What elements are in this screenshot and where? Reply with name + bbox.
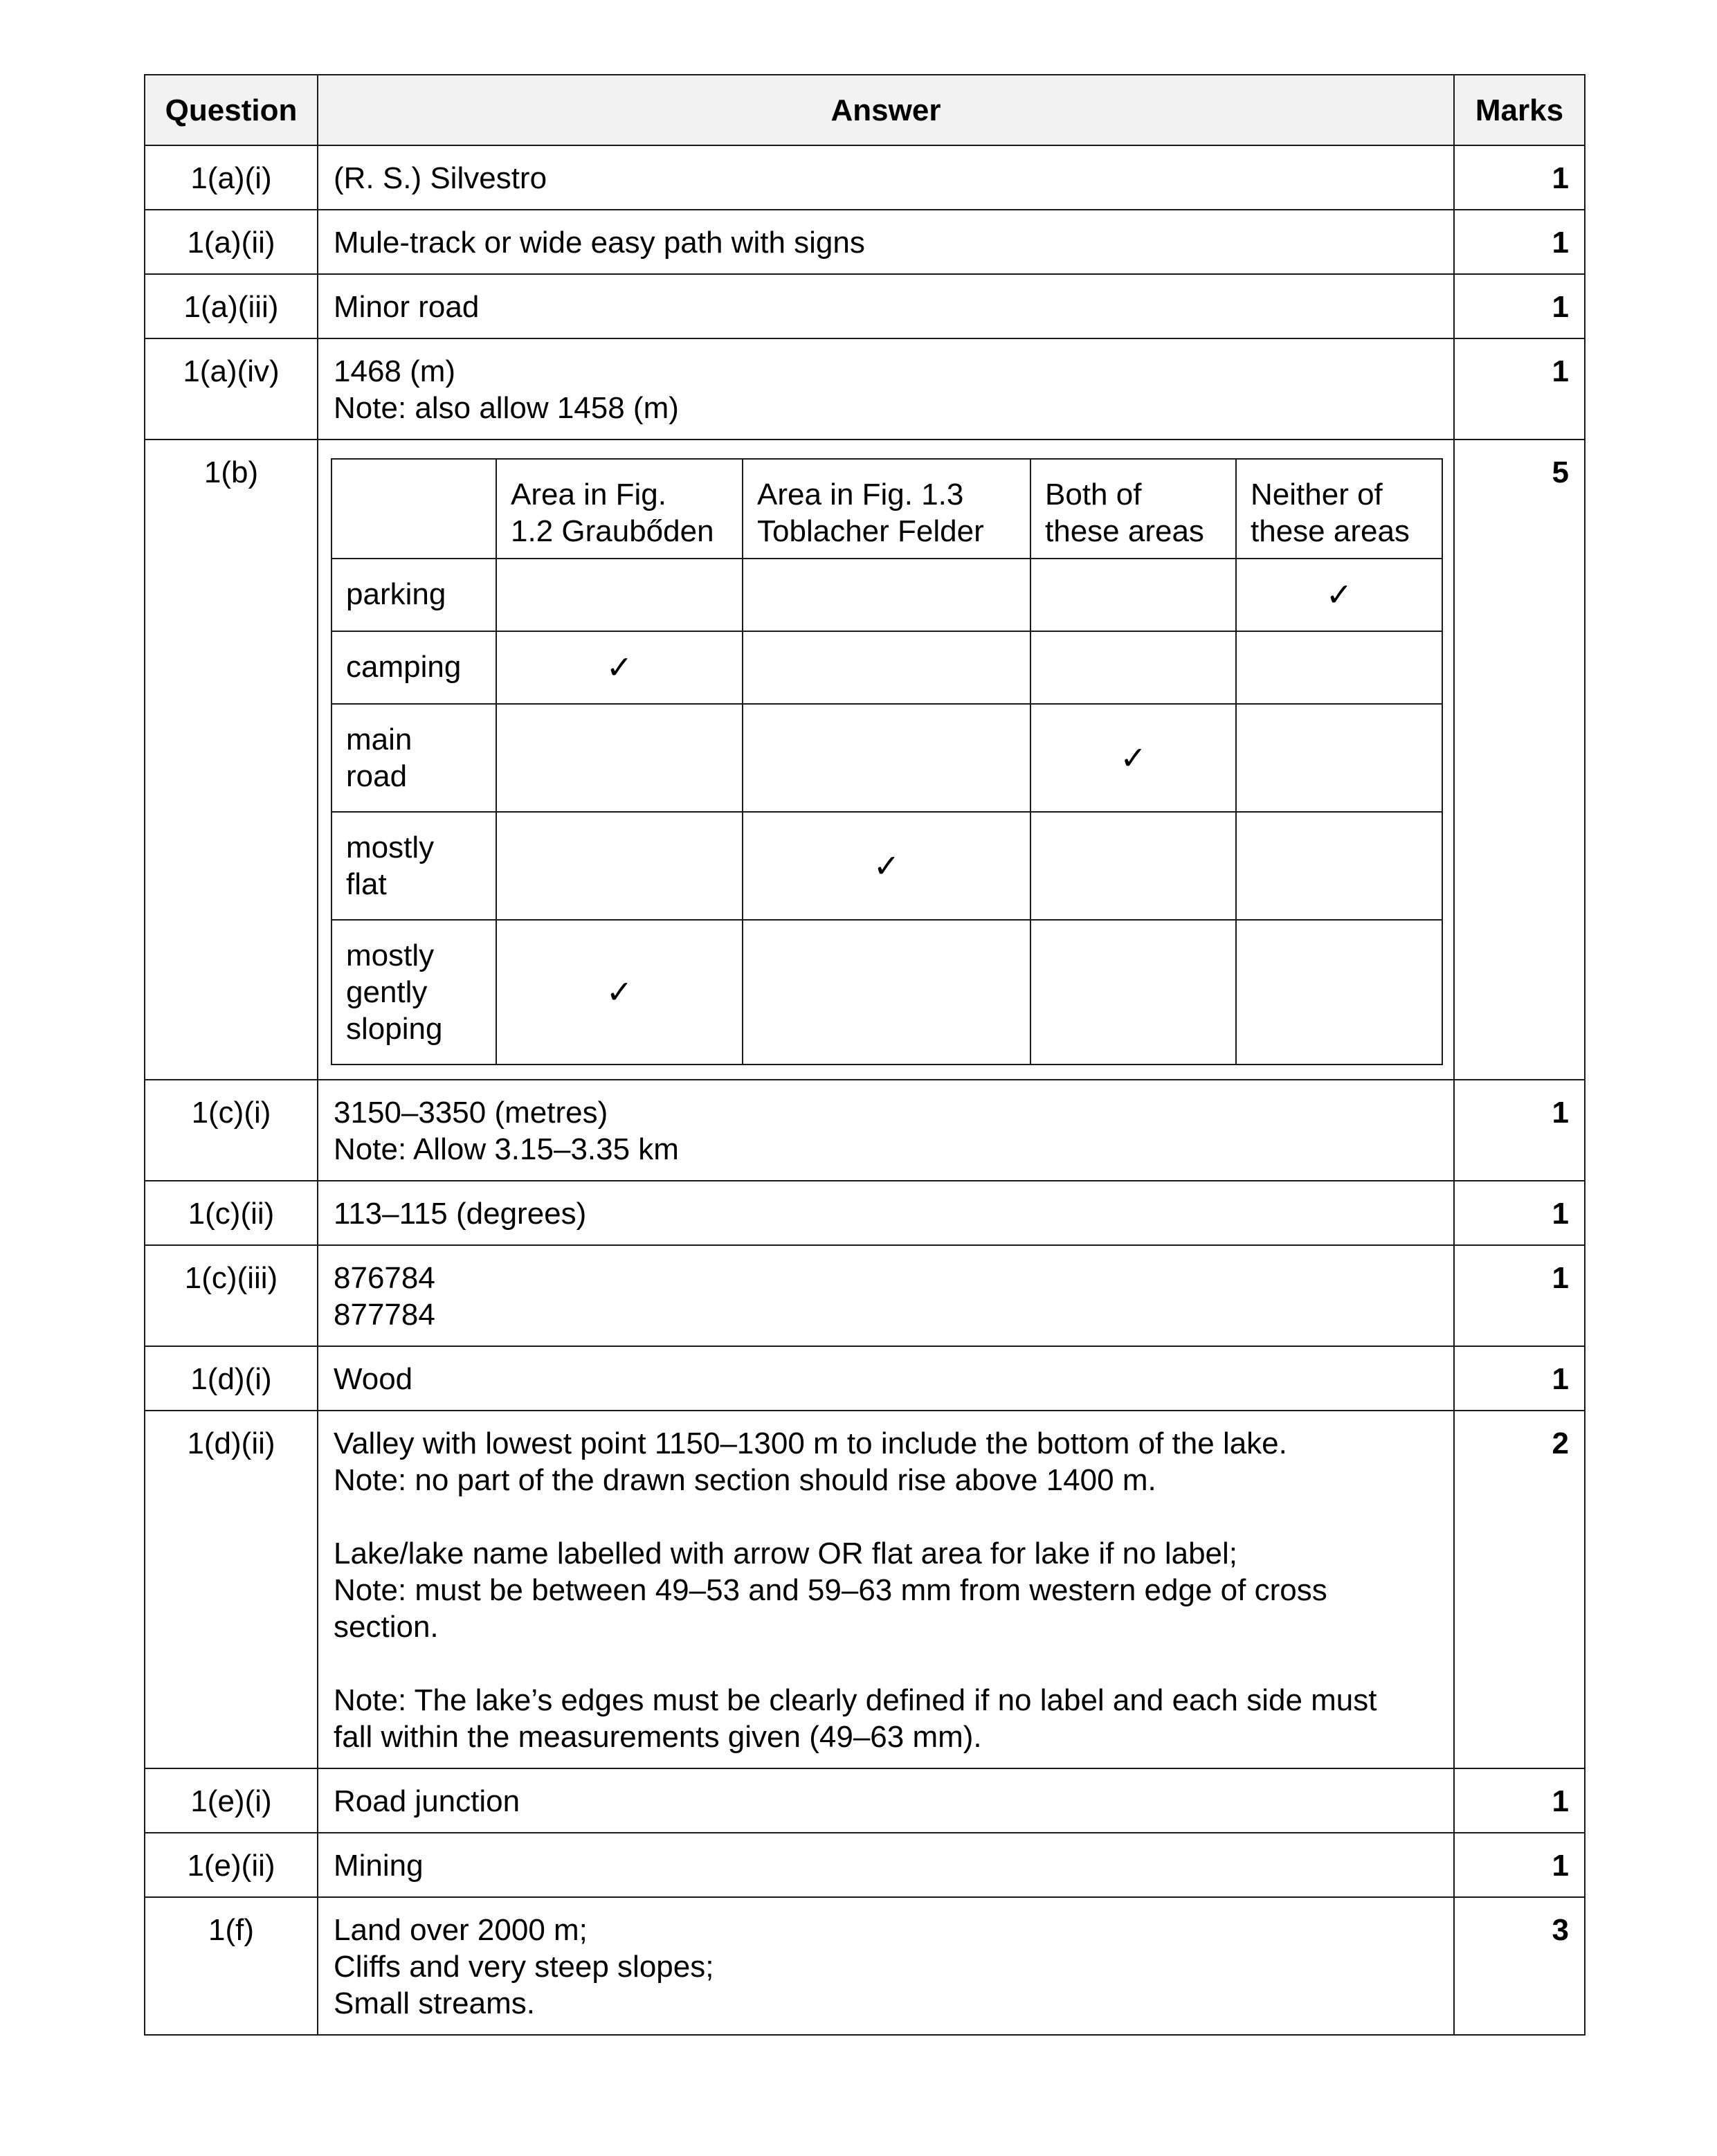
grid-label-line: flat [346,867,387,901]
grid-header-line: Area in Fig. 1.3 [757,478,964,511]
table-row [145,1245,1585,1346]
grid-cell [496,704,743,812]
grid-header-line: Both of [1045,478,1142,511]
answer-text [318,1245,1454,1346]
answer-line: 3150–3350 (metres) [334,1096,608,1130]
answer-line: Lake/lake name labelled with arrow OR flat area for lake if no label; [334,1537,1238,1570]
table-row [145,274,1585,338]
answer-line: Note: no part of the drawn section should rise above 1400 m. [334,1463,1156,1497]
grid-row [331,704,1442,812]
question-number: 1(d)(ii) [145,1411,318,1768]
grid-row-label [331,631,496,704]
answer-text [318,1346,1454,1411]
grid-row-label [331,812,496,920]
tick-mark-icon: ✓ [743,812,1030,920]
grid-header-line: Toblacher Felder [757,514,984,548]
grid-row-label [331,559,496,631]
grid-column-header [1030,459,1236,559]
tick-mark-icon: ✓ [496,631,743,704]
grid-cell [1030,631,1236,704]
answer-grid [331,458,1443,1065]
answer-line: 1468 (m) [334,354,456,388]
answer-line: Cliffs and very steep slopes; [334,1950,714,1984]
question-number: 1(d)(i) [145,1346,318,1411]
grid-label-line: main [346,723,412,757]
marks-value: 1 [1454,338,1585,440]
question-header: Question [145,75,318,145]
grid-cell [1236,920,1442,1065]
question-number: 1(a)(iii) [145,274,318,338]
grid-label-line: camping [346,650,462,684]
marks-value: 3 [1454,1897,1585,2035]
tick-mark-icon: ✓ [496,920,743,1065]
answer-line: Mule-track or wide easy path with signs [334,226,865,260]
grid-column-header [1236,459,1442,559]
grid-header-line: these areas [1045,514,1204,548]
answer-text [318,1768,1454,1833]
grid-header-line: 1.2 Graubőden [511,514,714,548]
grid-cell [1236,631,1442,704]
answer-header: Answer [318,75,1454,145]
grid-cell [743,920,1030,1065]
tick-mark-icon: ✓ [1030,704,1236,812]
answer-line: Note: must be between 49–53 and 59–63 mm from western edge of cross [334,1573,1327,1607]
question-number: 1(c)(ii) [145,1181,318,1245]
answer-line: Note: also allow 1458 (m) [334,391,679,425]
question-number: 1(c)(iii) [145,1245,318,1346]
grid-column-header [331,459,496,559]
grid-cell [496,812,743,920]
grid-cell [1030,812,1236,920]
table-row [145,145,1585,210]
question-number: 1(f) [145,1897,318,2035]
marks-value: 1 [1454,1080,1585,1181]
answer-text [318,1897,1454,2035]
marks-value: 1 [1454,210,1585,274]
answer-text [318,1181,1454,1245]
grid-cell [1236,812,1442,920]
answer-line: Wood [334,1362,413,1396]
question-number: 1(a)(iv) [145,338,318,440]
grid-row [331,559,1442,631]
answer-line: Mining [334,1849,424,1883]
marks-value: 5 [1454,440,1585,1080]
grid-header-line: Area in Fig. [511,478,666,511]
marks-value: 1 [1454,1768,1585,1833]
marks-header: Marks [1454,75,1585,145]
table-row [145,1080,1585,1181]
grid-label-line: sloping [346,1012,443,1046]
grid-label-line: mostly [346,939,435,972]
blank-line [334,1645,1438,1682]
grid-header-line: Neither of [1251,478,1383,511]
grid-cell [1236,704,1442,812]
table-row [145,338,1585,440]
mark-scheme-table [144,74,1586,2036]
header-row [145,75,1585,145]
grid-row-label [331,920,496,1065]
answer-line: 113–115 (degrees) [334,1197,587,1231]
table-row [145,210,1585,274]
grid-row [331,631,1442,704]
marks-value: 1 [1454,1181,1585,1245]
marks-value: 1 [1454,1833,1585,1897]
answer-line: Note: Allow 3.15–3.35 km [334,1132,679,1166]
answer-text [318,1833,1454,1897]
answer-line: fall within the measurements given (49–63 mm). [334,1720,982,1754]
grid-row [331,812,1442,920]
question-number: 1(e)(i) [145,1768,318,1833]
question-number: 1(c)(i) [145,1080,318,1181]
grid-column-header [496,459,743,559]
marks-value: 1 [1454,274,1585,338]
table-row [145,1897,1585,2035]
table-row [145,1346,1585,1411]
marks-value: 2 [1454,1411,1585,1768]
grid-label-line: road [346,759,408,793]
grid-cell [743,631,1030,704]
answer-text [318,1080,1454,1181]
grid-label-line: gently [346,975,428,1009]
grid-column-header [743,459,1030,559]
marks-value: 1 [1454,1346,1585,1411]
question-number: 1(a)(i) [145,145,318,210]
answer-line: (R. S.) Silvestro [334,161,547,195]
grid-cell [496,559,743,631]
answer-line: Note: The lake’s edges must be clearly defined if no label and each side must [334,1683,1377,1717]
answer-text [318,210,1454,274]
answer-text [318,1411,1454,1768]
grid-label-line: parking [346,577,446,611]
table-row [145,1833,1585,1897]
grid-row-label [331,704,496,812]
table-row [145,1768,1585,1833]
answer-text [318,338,1454,440]
answer-text [318,274,1454,338]
answer-line: Road junction [334,1784,520,1818]
grid-row [331,920,1442,1065]
answer-line: section. [334,1610,439,1644]
question-number: 1(e)(ii) [145,1833,318,1897]
grid-header-line: these areas [1251,514,1410,548]
grid-header-row [331,459,1442,559]
grid-cell [1030,559,1236,631]
grid-label-line: mostly [346,831,435,864]
marks-value: 1 [1454,145,1585,210]
grid-cell [743,704,1030,812]
answer-line: 876784 [334,1261,435,1295]
answer-line: Land over 2000 m; [334,1913,588,1947]
question-number: 1(a)(ii) [145,210,318,274]
table-row [145,1181,1585,1245]
grid-cell [1030,920,1236,1065]
table-row [145,440,1585,1080]
answer-line: Valley with lowest point 1150–1300 m to include the bottom of the lake. [334,1426,1287,1460]
answer-line: 877784 [334,1298,435,1332]
answer-text [318,145,1454,210]
table-row [145,1411,1585,1768]
grid-cell [743,559,1030,631]
answer-cell [318,440,1454,1080]
marks-value: 1 [1454,1245,1585,1346]
mark-scheme-body [145,145,1585,2035]
answer-line: Minor road [334,290,480,324]
tick-mark-icon: ✓ [1236,559,1442,631]
answer-line: Small streams. [334,1986,535,2020]
blank-line [334,1498,1438,1535]
question-number: 1(b) [145,440,318,1080]
